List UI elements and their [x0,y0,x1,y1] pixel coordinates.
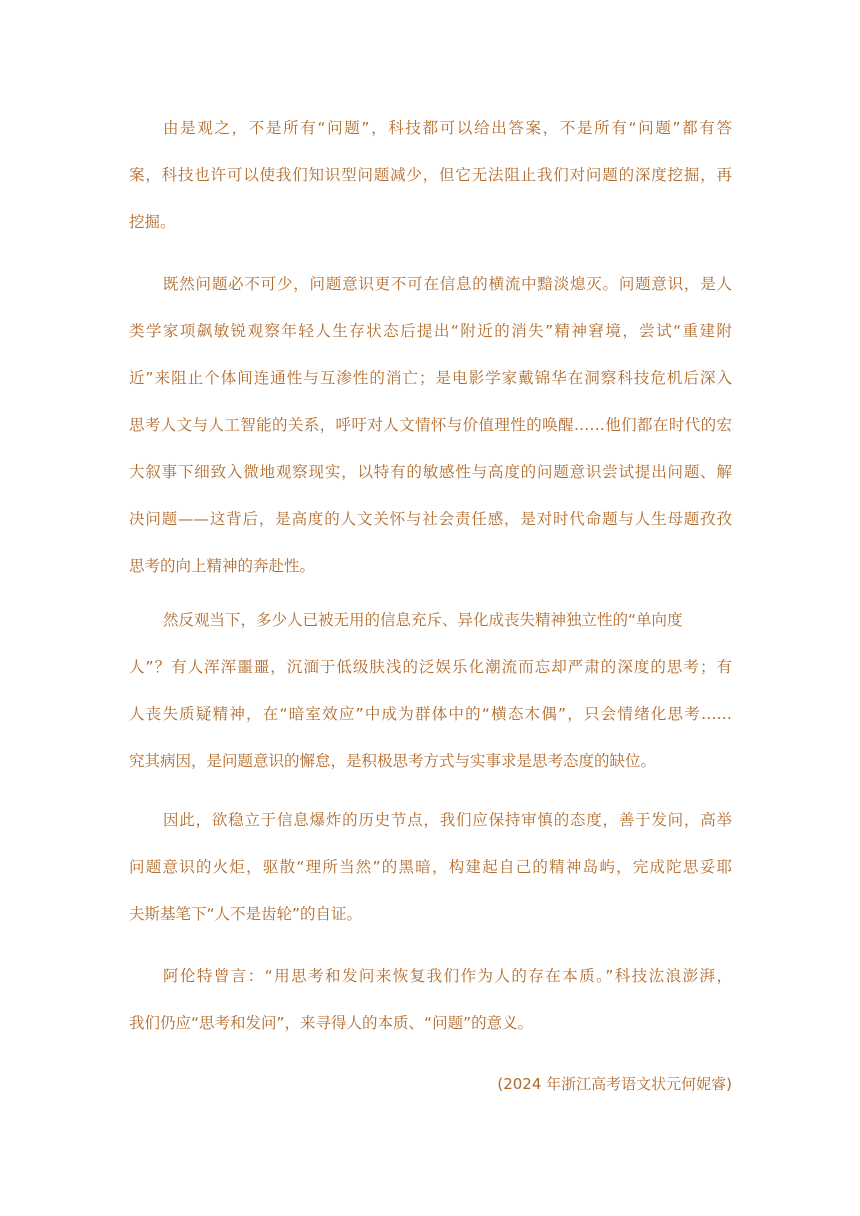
text-line: 思考的向上精神的奔赴性。 [129,557,316,575]
text-line: 类学家项飙敏锐观察年轻人生存状态后提出“附近的消失”精神窘境，尝试“重建附 [129,322,732,340]
text-line: 究其病因，是问题意识的懈怠，是积极思考方式与实事求是思考态度的缺位。 [129,752,657,770]
text-line: 思考人文与人工智能的关系，呼吁对人文情怀与价值理性的唤醒……他们都在时代的宏 [129,416,732,434]
paragraph-1 [129,118,732,259]
paragraph-2 [129,274,732,603]
source-attribution: (2024 年浙江高考语文状元何妮睿) [497,1075,732,1093]
text-line: 人”？有人浑浑噩噩，沉湎于低级肤浅的泛娱乐化潮流而忘却严肃的深度的思考；有 [129,658,732,676]
text-line: 因此，欲稳立于信息爆炸的历史节点，我们应保持审慎的态度，善于发问，高举 [163,811,732,829]
text-line: 决问题——这背后，是高度的人文关怀与社会责任感，是对时代命题与人生母题孜孜 [129,510,732,528]
paragraph-4 [129,810,732,951]
text-line: 问题意识的火炬，驱散“理所当然”的黑暗，构建起自己的精神岛屿，完成陀思妥耶 [129,858,732,876]
text-line: 既然问题必不可少，问题意识更不可在信息的横流中黯淡熄灭。问题意识，是人 [163,275,732,293]
text-line: 夫斯基笔下“人不是齿轮”的自证。 [129,905,363,923]
paragraph-3 [129,610,732,798]
text-line: 近”来阻止个体间连通性与互渗性的消亡；是电影学家戴锦华在洞察科技危机后深入 [129,369,732,387]
text-line: 阿伦特曾言：“用思考和发问来恢复我们作为人的存在本质。”科技汯浪澎湃， [163,967,732,985]
text-line: 我们仍应“思考和发问”，来寻得人的本质、“问题”的意义。 [129,1014,534,1032]
text-line: 人丧失质疑精神，在“暗室效应”中成为群体中的“横态木偶”，只会情绪化思考…… [129,705,732,723]
text-line: 大叙事下细致入微地观察现实，以特有的敏感性与高度的问题意识尝试提出问题、解 [129,463,732,481]
text-line: 案，科技也许可以使我们知识型问题减少，但它无法阻止我们对问题的深度挖掘，再 [129,166,732,184]
text-line: 然反观当下，多少人已被无用的信息充斥、异化成丧失精神独立性的“单向度 [163,611,683,629]
paragraph-5 [129,966,732,1060]
text-line: 由是观之，不是所有“问题”，科技都可以给出答案，不是所有“问题”都有答 [163,119,732,137]
text-line: 挖掘。 [129,213,176,231]
